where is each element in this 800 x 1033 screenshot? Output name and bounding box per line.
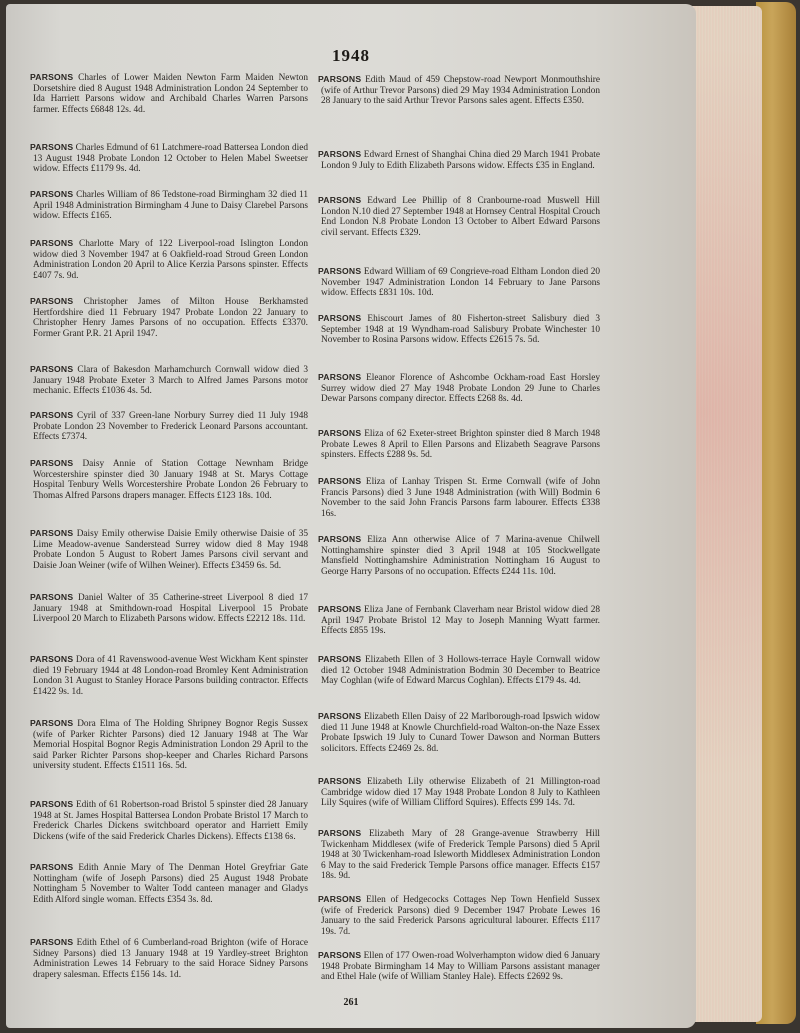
entry-surname: PARSONS <box>318 894 362 904</box>
entry-surname: PARSONS <box>30 189 74 199</box>
entry-surname: PARSONS <box>318 711 362 721</box>
entry-surname: PARSONS <box>30 654 74 664</box>
probate-entry <box>30 410 308 443</box>
probate-entry <box>318 776 600 809</box>
entry-text: Edward Lee Phillip of 8 Cranbourne-road Muswell Hill London N.10 died 27 September 1948 at Hornsey Central Hospital Crouch End London N.8 Probate London 13 October to Albert Edward Parsons civil servant. Effects £329. <box>321 196 601 238</box>
probate-entry <box>318 604 600 637</box>
entry-surname: PARSONS <box>30 528 74 538</box>
entry-text: Edith Annie Mary of The Denman Hotel Greyfriar Gate Nottingham (wife of Joseph Parsons) died 25 August 1948 Probate Nottingham 5 November to Walter Todd canteen manager and Gladys Edith Alford single woman. Effects £354 3s. 8d. <box>33 863 308 905</box>
probate-entry <box>318 74 600 107</box>
probate-entry <box>318 534 600 577</box>
entry-text: Ehiscourt James of 80 Fisherton-street Salisbury died 3 September 1948 at 19 Wyndham-road Salisbury Probate Winchester 10 November to Rosina Parsons widow. Effects £2615 7s. 5d. <box>321 314 600 346</box>
probate-entry <box>30 72 308 115</box>
entry-surname: PARSONS <box>318 266 362 276</box>
probate-entry <box>318 149 600 171</box>
probate-entry <box>30 528 308 571</box>
entry-text: Ellen of 177 Owen-road Wolverhampton widow died 6 January 1948 Probate Birmingham 14 May to William Parsons assistant manager and Ethel Hale (wife of William Stanley Hale). Effects £2692 9s. <box>321 951 600 983</box>
entry-text: Eliza of 62 Exeter-street Brighton spinster died 8 March 1948 Probate Lewes 8 April to Ellen Parsons and Elizabeth Seagrave Parsons spinsters. Effects £288 9s. 5d. <box>321 429 600 461</box>
entry-surname: PARSONS <box>30 364 74 374</box>
probate-entry <box>318 476 600 519</box>
probate-entry <box>30 654 308 697</box>
entry-text: Elizabeth Lily otherwise Elizabeth of 21 Millington-road Cambridge widow died 17 May 1948 Probate London 8 July to Kathleen Lily Squires (wife of William Clifford Squires). Effects £99 14s. 7d. <box>321 777 600 809</box>
entry-surname: PARSONS <box>30 142 74 152</box>
entry-text: Dora Elma of The Holding Shripney Bognor Regis Sussex (wife of Parker Richter Parsons) died 12 January 1948 at The War Memorial Hospital Bognor Regis Administration London 29 April to the said Parker Richter Parsons shop-keeper and Charles Richard Parsons university student. Effects £1511 16s. 5d. <box>33 719 308 772</box>
entry-text: Daisy Annie of Station Cottage Newnham Bridge Worcestershire spinster died 30 January 1948 at St. Marys Cottage Hospital Tenbury Wells Worcestershire Probate London 26 February to Thomas Alfred Parsons drapers manager. Effects £123 18s. 10d. <box>33 459 309 501</box>
entry-surname: PARSONS <box>30 296 74 306</box>
entry-surname: PARSONS <box>318 428 362 438</box>
probate-entry <box>318 313 600 346</box>
entry-text: Elizabeth Ellen Daisy of 22 Marlborough-road Ipswich widow died 11 June 1948 at Knowle Churchfield-road Walton-on-the Naze Essex Probate Ipswich 19 July to Cunard Tower Dawson and Norman Butters solicitors. Effects £2469 2s. 8d. <box>321 712 600 754</box>
entry-surname: PARSONS <box>30 72 74 82</box>
probate-entry <box>30 799 308 842</box>
entry-surname: PARSONS <box>318 828 362 838</box>
entry-surname: PARSONS <box>30 238 74 248</box>
probate-entry <box>30 458 308 501</box>
entry-text: Elizabeth Ellen of 3 Hollows-terrace Hayle Cornwall widow died 12 October 1948 Administration Bodmin 30 December to Beatrice May Coghlan (wife of Edward Marcus Coghlan). Effects £179 4s. 4d. <box>321 655 600 687</box>
entry-surname: PARSONS <box>30 718 74 728</box>
probate-entry <box>30 142 308 175</box>
entry-text: Eliza Jane of Fernbank Claverham near Bristol widow died 28 April 1947 Probate Bristol 12 May to Joseph Manning Wyatt farmer. Effects £855 19s. <box>321 605 600 637</box>
book-page <box>6 4 696 1028</box>
entry-text: Eleanor Florence of Ashcombe Ockham-road East Horsley Surrey widow died 27 May 1948 Probate London 29 June to Charles Dewar Parsons company director. Effects £268 8s. 4d. <box>321 373 601 405</box>
entry-surname: PARSONS <box>30 862 74 872</box>
entry-text: Edward William of 69 Congrieve-road Eltham London died 20 November 1947 Administration London 14 February to Jane Parsons widow. Effects £831 10s. 10d. <box>321 267 600 299</box>
entry-surname: PARSONS <box>30 410 74 420</box>
probate-entry <box>30 862 308 905</box>
entry-surname: PARSONS <box>30 458 74 468</box>
probate-entry <box>30 718 308 772</box>
probate-entry <box>318 428 600 461</box>
entry-text: Dora of 41 Ravenswood-avenue West Wickham Kent spinster died 19 February 1944 at 48 London-road Bromley Kent Administration London 31 August to Stanley Horace Parsons building contractor. Effects £1422 9s. 1d. <box>33 655 308 697</box>
entry-text: Cyril of 337 Green-lane Norbury Surrey died 11 July 1948 Probate London 23 November to Frederick Leonard Parsons accountant. Effects £7374. <box>33 411 308 443</box>
probate-entry <box>30 296 308 339</box>
entry-surname: PARSONS <box>318 74 362 84</box>
entry-surname: PARSONS <box>318 950 362 960</box>
entry-text: Charles of Lower Maiden Newton Farm Maiden Newton Dorsetshire died 8 August 1948 Administration London 24 September to Ida Harriett Parsons widow and Archibald Charles Warren Parsons farmer. Effects £6848 12s. 4d. <box>33 73 309 115</box>
entry-text: Elizabeth Mary of 28 Grange-avenue Strawberry Hill Twickenham Middlesex (wife of Frederick Temple Parsons) died 5 April 1948 at 30 Twickenham-road Isleworth Middlesex Administration London 6 May to the said Frederick Temple Parsons office manager. Effects £157 18s. 9d. <box>321 829 600 882</box>
entry-surname: PARSONS <box>318 604 362 614</box>
probate-entry <box>30 238 308 281</box>
entry-text: Christopher James of Milton House Berkhamsted Hertfordshire died 11 February 1947 Probate London 22 January to Christopher Henry James Parsons of no occupation. Effects £3370. Former Grant P.R. 21 April 1947. <box>33 297 308 339</box>
entry-text: Eliza Ann otherwise Alice of 7 Marina-avenue Chilwell Nottinghamshire spinster died 3 April 1948 at 105 Stockwellgate Mansfield Nottinghamshire Administration Nottingham 16 August to George Harry Parsons of no occupation. Effects £244 11s. 10d. <box>321 535 601 577</box>
page-number: 261 <box>343 997 359 1008</box>
entry-surname: PARSONS <box>318 149 362 159</box>
entry-text: Clara of Bakesdon Marhamchurch Cornwall widow died 3 January 1948 Probate Exeter 3 March to Alfred James Parsons motor mechanic. Effects £1036 4s. 5d. <box>33 365 308 397</box>
entry-surname: PARSONS <box>318 195 362 205</box>
probate-entry <box>318 266 600 299</box>
entry-text: Daisy Emily otherwise Daisie Emily otherwise Daisie of 35 Lime Meadow-avenue Sanderstead Surrey widow died 8 May 1948 Probate London 5 August to Robert James Parsons civil servant and Daisie Joan Weiner (wife of Wilhen Weiner). Effects £3459 6s. 5d. <box>33 529 308 571</box>
entry-text: Daniel Walter of 35 Catherine-street Liverpool 8 died 17 January 1948 at Smithdown-road Hospital Liverpool 15 Probate Liverpool 20 March to Elizabeth Parsons widow. Effects £2212 18s. 11d. <box>33 593 308 625</box>
entry-surname: PARSONS <box>318 776 362 786</box>
entry-surname: PARSONS <box>318 372 362 382</box>
probate-entry <box>30 364 308 397</box>
page-year-heading: 1948 <box>332 46 370 65</box>
probate-entry <box>318 894 600 937</box>
entry-surname: PARSONS <box>318 654 362 664</box>
probate-entry <box>318 195 600 238</box>
entry-surname: PARSONS <box>30 592 74 602</box>
probate-entry <box>30 189 308 222</box>
entry-text: Edward Ernest of Shanghai China died 29 March 1941 Probate London 9 July to Edith Elizabeth Parsons widow. Effects £35 in England. <box>321 150 600 171</box>
probate-entry <box>318 372 600 405</box>
probate-entry <box>318 711 600 754</box>
entry-text: Charlotte Mary of 122 Liverpool-road Islington London widow died 3 November 1947 at 6 Oakfield-road Stroud Green London Administration London 20 April to Alice Kerzia Parsons spinster. Effects £407 7s. 9d. <box>33 239 309 281</box>
book-cover-edge <box>756 2 796 1024</box>
entry-text: Edith Maud of 459 Chepstow-road Newport Monmouthshire (wife of Arthur Trevor Parsons) died 29 May 1934 Administration London 28 January to the said Arthur Trevor Parsons sales agent. Effects £350. <box>321 75 601 107</box>
entry-text: Charles William of 86 Tedstone-road Birmingham 32 died 11 April 1948 Administration Birmingham 4 June to Daisy Clarebel Parsons widow. Effects £165. <box>33 190 308 222</box>
probate-entry <box>318 828 600 882</box>
entry-surname: PARSONS <box>30 937 74 947</box>
entry-text: Edith Ethel of 6 Cumberland-road Brighton (wife of Horace Sidney Parsons) died 13 January 1948 at 19 Yardley-street Brighton Administration Lewes 14 February to the said Horace Sidney Parsons drapery salesman. Effects £156 14s. 1d. <box>33 938 308 980</box>
entry-surname: PARSONS <box>30 799 74 809</box>
entry-text: Edith of 61 Robertson-road Bristol 5 spinster died 28 January 1948 at St. James Hospital Battersea London Probate Bristol 17 March to Frederick Charles Dickens switchboard operator and Harriett Emily Dickens (wife of the said Frederick Charles Dickens). Effects £138 6s. <box>33 800 309 842</box>
entry-text: Charles Edmund of 61 Latchmere-road Battersea London died 13 August 1948 Probate London 12 October to Helen Mabel Sweetser widow. Effects £1179 9s. 4d. <box>33 143 309 175</box>
entry-text: Eliza of Lanhay Trispen St. Erme Cornwall (wife of John Francis Parsons) died 3 June 1948 Administration (with Will) Bodmin 6 November to the said John Francis Parsons farm labourer. Effects £338 16s. <box>321 477 600 519</box>
probate-entry <box>30 592 308 625</box>
probate-entry <box>318 950 600 983</box>
entry-surname: PARSONS <box>318 313 362 323</box>
probate-entry <box>318 654 600 687</box>
entry-surname: PARSONS <box>318 534 362 544</box>
entry-text: Ellen of Hedgecocks Cottages Nep Town Henfield Sussex (wife of Frederick Parsons) died 9 December 1947 Probate Lewes 16 January to the said Frederick Parsons agricultural labourer. Effects £117 19s. 7d. <box>321 895 600 937</box>
entry-surname: PARSONS <box>318 476 362 486</box>
probate-entry <box>30 937 308 980</box>
